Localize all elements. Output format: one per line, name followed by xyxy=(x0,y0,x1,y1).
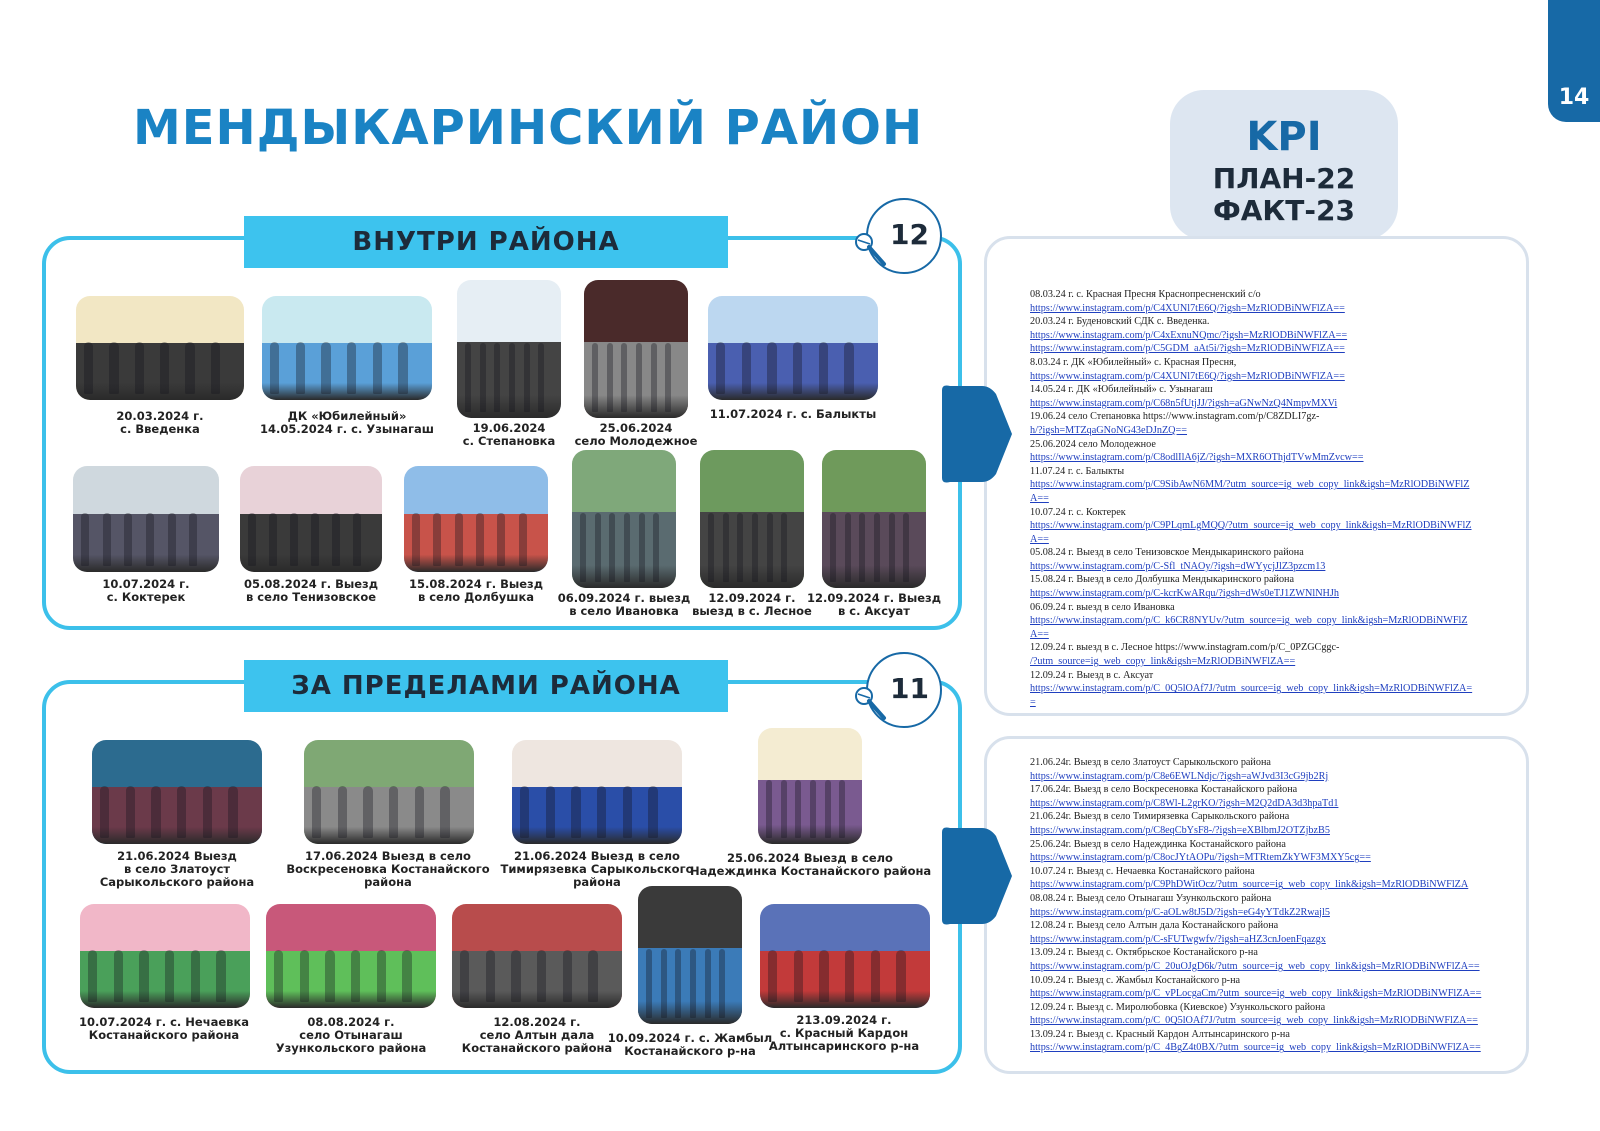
event-description: 12.08.24 г. Выезд село Алтын дала Костанайского района xyxy=(1030,920,1279,932)
page-number: 14 xyxy=(1558,85,1590,110)
event-description: 12.09.24 г. Выезд с. Миролюбовка (Киевское) Узункольского района xyxy=(1030,1001,1326,1013)
photo-figure xyxy=(563,950,572,1002)
photo-figure xyxy=(486,950,495,1002)
photo-figure xyxy=(228,786,237,838)
microphone-icon xyxy=(852,684,892,724)
photo-figure xyxy=(248,513,256,566)
photo-figure xyxy=(752,513,758,582)
photo-figure xyxy=(592,343,598,412)
outside-photo-caption xyxy=(268,850,508,889)
caption-line: 11.07.2024 г. с. Балыкты xyxy=(709,407,877,421)
caption-line: Воскресеновка Костанайского xyxy=(286,862,490,876)
inside-photo xyxy=(700,450,804,588)
event-description: 11.07.24 г. с. Балыкты xyxy=(1030,465,1125,477)
instagram-link[interactable]: https://www.instagram.com/p/C9PLqmLgMQQ/?utm_source=ig_web_copy_link&igsh=MzRlODBiNWFlZ xyxy=(1030,520,1472,532)
photo-figure xyxy=(889,513,895,582)
chevron-right-icon xyxy=(942,384,1012,484)
photo-figure xyxy=(571,786,580,838)
outside-photo xyxy=(266,904,436,1008)
photo-figure xyxy=(767,342,776,394)
inside-photo xyxy=(262,296,432,400)
instagram-link[interactable]: https://www.instagram.com/p/C68n5fUtjJJ/?igsh=aGNwNzQ4NmpvMXVi xyxy=(1030,397,1338,409)
photo-figure xyxy=(524,343,530,412)
caption-line: 14.05.2024 г. с. Узынагаш xyxy=(260,422,434,436)
photo-figure xyxy=(191,950,200,1002)
photo-figure xyxy=(476,513,484,566)
caption-line: 10.07.2024 г. xyxy=(102,577,190,591)
photo-figure xyxy=(624,513,630,582)
instagram-link[interactable]: https://www.instagram.com/p/C-kcrKwARqu/?igsh=dWs0eTJ1ZWNlNHJh xyxy=(1030,588,1339,600)
instagram-link[interactable]: https://www.instagram.com/p/C4XUNl7tE6Q/?igsh=MzRlODBiNWFlZA== xyxy=(1030,370,1345,382)
photo-figure xyxy=(146,513,154,566)
instagram-link[interactable]: https://www.instagram.com/p/C_20uOJgD6k/?utm_source=ig_web_copy_link&igsh=MzRlODBiNWFlZA== xyxy=(1030,960,1480,972)
photo-figure xyxy=(810,780,816,838)
photo-figure xyxy=(705,949,711,1018)
photo-figure xyxy=(440,786,449,838)
inside-count-badge xyxy=(866,198,942,274)
photo-figure xyxy=(621,343,627,412)
photo-figure xyxy=(347,342,356,394)
inside-photo xyxy=(457,280,561,418)
photo-figure xyxy=(511,950,520,1002)
instagram-link[interactable]: https://www.instagram.com/p/C-sFUTwgwfv/?igsh=aHZ3cnJoenFqazgx xyxy=(1030,933,1326,945)
instagram-link[interactable]: https://www.instagram.com/p/C_0Q5lOAf7J/?utm_source=ig_web_copy_link&igsh=MzRlODBiNWFlZA== xyxy=(1030,1015,1478,1027)
instagram-link[interactable]: h/?igsh=MTZqaGNoNG43eDJnZQ== xyxy=(1030,424,1188,436)
event-description: 25.06.2024 село Молодежное xyxy=(1030,438,1156,450)
photo-figure xyxy=(609,513,615,582)
inside-photo xyxy=(404,466,548,572)
outside-photo xyxy=(80,904,250,1008)
photo-figure xyxy=(896,950,905,1002)
photo-figure xyxy=(311,513,319,566)
photo-figure xyxy=(723,513,729,582)
inside-photo xyxy=(708,296,878,400)
photo-figure xyxy=(270,342,279,394)
outside-photo xyxy=(638,886,742,1024)
photo-figure xyxy=(203,786,212,838)
caption-line: 15.08.2024 г. Выезд xyxy=(408,577,544,591)
outside-photo xyxy=(92,740,262,844)
caption-line: в село Златоуст xyxy=(123,862,231,876)
caption-line: 21.06.2024 Выезд в село xyxy=(514,849,680,863)
photo-figure xyxy=(398,342,407,394)
caption-line: в с. Аксуат xyxy=(838,604,910,618)
outside-photo xyxy=(758,728,862,844)
kpi-plan: ПЛАН-22 xyxy=(1212,162,1356,195)
photo-figure xyxy=(312,786,321,838)
event-description: 12.09.24 г. выезд в с. Лесное https://www.instagram.com/p/C_0PZGCggc- xyxy=(1030,642,1340,654)
photo-figure xyxy=(151,786,160,838)
caption-line: района xyxy=(573,875,621,889)
photo-figure xyxy=(274,950,283,1002)
instagram-link[interactable]: https://www.instagram.com/p/C9SibAwN6MM/?utm_source=ig_web_copy_link&igsh=MzRlODBiNWFlZ xyxy=(1030,479,1470,491)
caption-line: 213.09.2024 г. xyxy=(796,1013,892,1027)
caption-line: Алтынсаринского р-на xyxy=(768,1039,920,1053)
photo-figure xyxy=(859,513,865,582)
caption-line: 12.08.2024 г. xyxy=(493,1015,581,1029)
photo-figure xyxy=(353,513,361,566)
photo-figure xyxy=(845,950,854,1002)
inside-photo xyxy=(822,450,926,588)
photo-figure xyxy=(595,513,601,582)
photo-figure xyxy=(648,786,657,838)
photo-figure xyxy=(185,342,194,394)
photo-figure xyxy=(300,950,309,1002)
photo-figure xyxy=(351,950,360,1002)
photo-figure xyxy=(825,780,831,838)
caption-line: в село Ивановка xyxy=(569,604,679,618)
outside-photo xyxy=(452,904,622,1008)
instagram-link[interactable]: https://www.instagram.com/p/C8eqCbYsF8-/?igsh=eXBlbmJ2OTZjbzB5 xyxy=(1030,824,1330,836)
photo-figure xyxy=(546,786,555,838)
photo-figure xyxy=(844,342,853,394)
event-description: 08.08.24 г. Выезд село Отынагаш Узункольского района xyxy=(1030,892,1272,904)
instagram-link[interactable]: https://www.instagram.com/p/C9PhDWitOcz/?utm_source=ig_web_copy_link&igsh=MzRlODBiNWFlZA xyxy=(1030,879,1469,891)
caption-line: Узункольского района xyxy=(275,1041,427,1055)
caption-line: 10.07.2024 г. с. Нечаевка xyxy=(78,1015,250,1029)
caption-line: Сарыкольского района xyxy=(99,875,255,889)
event-description: 20.03.24 г. Буденовский СДК с. Введенка. xyxy=(1030,316,1210,328)
photo-figure xyxy=(269,513,277,566)
caption-line: 19.06.2024 xyxy=(472,421,546,435)
caption-line: 17.06.2024 Выезд в село xyxy=(305,849,471,863)
photo-figure xyxy=(661,949,667,1018)
inside-heading: ВНУТРИ РАЙОНА xyxy=(244,216,728,268)
event-description: 13.09.24 г. Выезд с. Красный Кардон Алтынсаринского р-на xyxy=(1030,1028,1290,1040)
caption-line: 05.08.2024 г. Выезд xyxy=(243,577,379,591)
photo-figure xyxy=(88,950,97,1002)
photo-figure xyxy=(719,949,725,1018)
instagram-link[interactable]: https://www.instagram.com/p/C_vPLocgaCm/?utm_source=ig_web_copy_link&igsh=MzRlODBiNWFlZA== xyxy=(1030,988,1482,1000)
inside-photo xyxy=(572,450,676,588)
photo-figure xyxy=(795,780,801,838)
event-description: 08.03.24 г. с. Красная Пресня Краснопресненский с/о xyxy=(1030,289,1261,300)
caption-line: 10.09.2024 г. с. Жамбыл xyxy=(607,1031,773,1045)
microphone-icon xyxy=(852,230,892,270)
outside-photo-caption xyxy=(690,852,930,878)
links-list-outside xyxy=(1030,756,1481,1055)
event-description: 8.03.24 г. ДК «Юбилейный» с. Красная Пресня, xyxy=(1030,356,1237,368)
photo-figure xyxy=(402,950,411,1002)
photo-figure xyxy=(708,513,714,582)
caption-line: 25.06.2024 xyxy=(599,421,673,435)
caption-line: с. Степановка xyxy=(462,434,556,448)
photo-figure xyxy=(903,513,909,582)
photo-figure xyxy=(520,786,529,838)
photo-figure xyxy=(325,950,334,1002)
photo-figure xyxy=(781,780,787,838)
inside-photo xyxy=(584,280,688,418)
photo-figure xyxy=(126,786,135,838)
outside-photo xyxy=(304,740,474,844)
photo-figure xyxy=(588,950,597,1002)
photo-figure xyxy=(415,786,424,838)
event-description: 21.06.24г. Выезд в село Тимирязевка Сарыкольского района xyxy=(1030,811,1290,823)
photo-figure xyxy=(389,786,398,838)
photo-figure xyxy=(646,949,652,1018)
outside-count: 11 xyxy=(890,672,929,705)
photo-figure xyxy=(332,513,340,566)
photo-figure xyxy=(100,786,109,838)
photo-figure xyxy=(84,342,93,394)
photo-figure xyxy=(580,513,586,582)
photo-figure xyxy=(114,950,123,1002)
photo-figure xyxy=(665,343,671,412)
instagram-link[interactable]: https://www.instagram.com/p/C8odlIlA6jZ/?igsh=MXR6OThjdTVwMmZvcw== xyxy=(1030,452,1364,464)
photo-figure xyxy=(377,950,386,1002)
photo-figure xyxy=(793,342,802,394)
event-description: 19.06.24 село Степановка https://www.instagram.com/p/C8ZDLI7gz- xyxy=(1030,411,1320,423)
caption-line: 20.03.2024 г. xyxy=(116,409,204,423)
inside-photo xyxy=(73,466,219,572)
caption-line: 08.08.2024 г. xyxy=(307,1015,395,1029)
instagram-link[interactable]: https://www.instagram.com/p/C_0Q5lOAf7J/?utm_source=ig_web_copy_link&igsh=MzRlODBiNWFlZA= xyxy=(1030,683,1473,695)
photo-figure xyxy=(623,786,632,838)
photo-figure xyxy=(845,513,851,582)
caption-line: Костанайского р-на xyxy=(624,1044,756,1058)
instagram-link[interactable]: /?utm_source=ig_web_copy_link&igsh=MzRlODBiNWFlZA== xyxy=(1030,656,1296,668)
page-number-tab xyxy=(1548,0,1600,122)
caption-line: село Молодежное xyxy=(574,434,698,448)
outside-heading: ЗА ПРЕДЕЛАМИ РАЙОНА xyxy=(244,660,728,712)
photo-figure xyxy=(874,513,880,582)
inside-count: 12 xyxy=(890,218,929,251)
photo-figure xyxy=(794,950,803,1002)
event-description: 14.05.24 г. ДК «Юбилейный» с. Узынагаш xyxy=(1030,384,1213,396)
photo-figure xyxy=(338,786,347,838)
photo-figure xyxy=(781,513,787,582)
caption-line: выезд в с. Лесное xyxy=(692,604,812,618)
caption-line: района xyxy=(364,875,412,889)
photo-figure xyxy=(830,513,836,582)
photo-figure xyxy=(819,950,828,1002)
photo-figure xyxy=(839,780,845,838)
caption-line: с. Красный Кардон xyxy=(779,1026,909,1040)
caption-line: Надеждинка Костанайского района xyxy=(690,864,932,878)
photo-figure xyxy=(519,513,527,566)
event-description: 25.06.24г. Выезд в село Надеждинка Костанайского района xyxy=(1030,838,1286,850)
inside-photo-caption xyxy=(754,592,994,618)
instagram-link[interactable]: https://www.instagram.com/p/C4XUNl7tE6Q/?igsh=MzRlODBiNWFlZA== xyxy=(1030,302,1345,314)
photo-figure xyxy=(168,513,176,566)
caption-line: село Алтын дала xyxy=(479,1028,595,1042)
photo-figure xyxy=(373,342,382,394)
photo-figure xyxy=(636,343,642,412)
photo-figure xyxy=(433,513,441,566)
photo-figure xyxy=(109,342,118,394)
outside-photo-caption xyxy=(477,850,717,889)
photo-figure xyxy=(766,780,772,838)
photo-figure xyxy=(81,513,89,566)
photo-figure xyxy=(460,950,469,1002)
photo-figure xyxy=(290,513,298,566)
links-list-inside xyxy=(1030,288,1472,709)
photo-figure xyxy=(497,513,505,566)
photo-figure xyxy=(742,342,751,394)
caption-line: 06.09.2024 г. выезд xyxy=(557,591,691,605)
instagram-link[interactable]: https://www.instagram.com/p/C8ocJYtAOPu/?igsh=MTRtemZkYWF3MXY5cg== xyxy=(1030,852,1371,864)
event-description: 15.08.24 г. Выезд в село Долбушка Мендыкаринского района xyxy=(1030,574,1295,586)
photo-figure xyxy=(494,343,500,412)
event-description: 10.07.24 г. с. Коктерек xyxy=(1030,506,1126,518)
event-description: 13.09.24 г. Выезд с. Октябрьское Костанайского р-на xyxy=(1030,947,1258,959)
photo-figure xyxy=(537,950,546,1002)
instagram-link[interactable]: https://www.instagram.com/p/C-aOLw8tJ5D/?igsh=eG4yYTdkZ2Rwajl5 xyxy=(1030,906,1330,918)
photo-figure xyxy=(103,513,111,566)
outside-count-badge xyxy=(866,652,942,728)
outside-photo-caption xyxy=(57,850,297,889)
caption-line: 21.06.2024 Выезд xyxy=(117,849,237,863)
photo-figure xyxy=(509,343,515,412)
instagram-link[interactable]: https://www.instagram.com/p/C4xExnuNQmc/?igsh=MzRlODBiNWFlZA== xyxy=(1030,329,1348,341)
outside-photo xyxy=(760,904,930,1008)
photo-figure xyxy=(675,949,681,1018)
inside-photo-caption xyxy=(673,408,913,421)
photo-figure xyxy=(767,513,773,582)
caption-line: 25.06.2024 Выезд в село xyxy=(727,851,893,865)
caption-line: 12.09.2024 г. xyxy=(708,591,796,605)
photo-figure xyxy=(135,342,144,394)
event-description: 10.07.24 г. Выезд с. Нечаевка Костанайского района xyxy=(1030,865,1255,877)
photo-figure xyxy=(139,950,148,1002)
instagram-link[interactable]: https://www.instagram.com/p/C_4BgZ4t0BX/?utm_source=ig_web_copy_link&igsh=MzRlODBiNWFlZA== xyxy=(1030,1042,1481,1054)
caption-line: Костанайского района xyxy=(88,1028,240,1042)
photo-figure xyxy=(412,513,420,566)
instagram-link[interactable]: https://www.instagram.com/p/C-Sfl_tNAOy/?igsh=dWYycjJlZ3pzcm13 xyxy=(1030,560,1326,572)
photo-figure xyxy=(296,342,305,394)
caption-line: с. Коктерек xyxy=(106,590,186,604)
photo-figure xyxy=(690,949,696,1018)
inside-photo-caption xyxy=(516,422,756,448)
photo-figure xyxy=(480,343,486,412)
instagram-link[interactable]: https://www.instagram.com/p/C_k6CR8NYUv/?utm_source=ig_web_copy_link&igsh=MzRlODBiNWFlZ xyxy=(1030,615,1468,627)
photo-figure xyxy=(165,950,174,1002)
instagram-link[interactable]: https://www.instagram.com/p/C8e6EWLNdjc/?igsh=aWJvd3I3cG9jb2Rj xyxy=(1030,770,1329,782)
outside-photo xyxy=(512,740,682,844)
event-description: 21.06.24г. Выезд в село Златоуст Сарыкольского района xyxy=(1030,757,1271,768)
instagram-link[interactable]: A== xyxy=(1030,628,1049,640)
event-description: 06.09.24 г. выезд в село Ивановка xyxy=(1030,601,1175,613)
event-description: 12.09.24 г. Выезд в с. Аксуат xyxy=(1030,669,1154,681)
photo-figure xyxy=(819,342,828,394)
photo-figure xyxy=(716,342,725,394)
event-description: 17.06.24г. Выезд в село Воскресеновка Костанайского района xyxy=(1030,784,1298,796)
instagram-link[interactable]: A== xyxy=(1030,533,1049,545)
photo-figure xyxy=(465,343,471,412)
photo-figure xyxy=(737,513,743,582)
photo-figure xyxy=(321,342,330,394)
kpi-label: KPI xyxy=(1246,114,1322,160)
caption-line: в село Тенизовское xyxy=(245,590,377,604)
photo-figure xyxy=(538,343,544,412)
photo-figure xyxy=(653,513,659,582)
instagram-link[interactable]: https://www.instagram.com/p/C8Wl-L2grKO/?igsh=M2Q2dDA3d3hpaTd1 xyxy=(1030,797,1339,809)
caption-line: в село Долбушка xyxy=(417,590,535,604)
inside-photo xyxy=(240,466,382,572)
kpi-fact: ФАКТ-23 xyxy=(1212,194,1355,227)
photo-figure xyxy=(124,513,132,566)
instagram-link[interactable]: = xyxy=(1030,696,1036,708)
event-description: 05.08.24 г. Выезд в село Тенизовское Мендыкаринского района xyxy=(1030,547,1304,559)
caption-line: село Отынагаш xyxy=(299,1028,403,1042)
instagram-link[interactable]: A== xyxy=(1030,492,1049,504)
photo-figure xyxy=(871,950,880,1002)
inside-photo xyxy=(76,296,244,400)
photo-figure xyxy=(768,950,777,1002)
chevron-right-icon xyxy=(942,826,1012,926)
event-description: 10.09.24 г. Выезд с. Жамбыл Костанайского р-на xyxy=(1030,974,1241,986)
photo-figure xyxy=(363,786,372,838)
photo-figure xyxy=(211,342,220,394)
caption-line: Костанайского района xyxy=(461,1041,613,1055)
photo-figure xyxy=(651,343,657,412)
photo-figure xyxy=(189,513,197,566)
photo-figure xyxy=(455,513,463,566)
caption-line: Тимирязевка Сарыкольского xyxy=(500,862,694,876)
photo-figure xyxy=(216,950,225,1002)
photo-figure xyxy=(607,343,613,412)
instagram-link[interactable]: https://www.instagram.com/p/C5GDM_aAt5i/?igsh=MzRlODBiNWFlZA== xyxy=(1030,343,1345,355)
page-title: МЕНДЫКАРИНСКИЙ РАЙОН xyxy=(133,100,924,156)
photo-figure xyxy=(597,786,606,838)
caption-line: с. Введенка xyxy=(120,422,200,436)
photo-figure xyxy=(177,786,186,838)
outside-photo-caption xyxy=(724,1014,964,1053)
photo-figure xyxy=(160,342,169,394)
photo-figure xyxy=(639,513,645,582)
caption-line: 12.09.2024 г. Выезд xyxy=(806,591,942,605)
caption-line: ДК «Юбилейный» xyxy=(287,409,407,423)
